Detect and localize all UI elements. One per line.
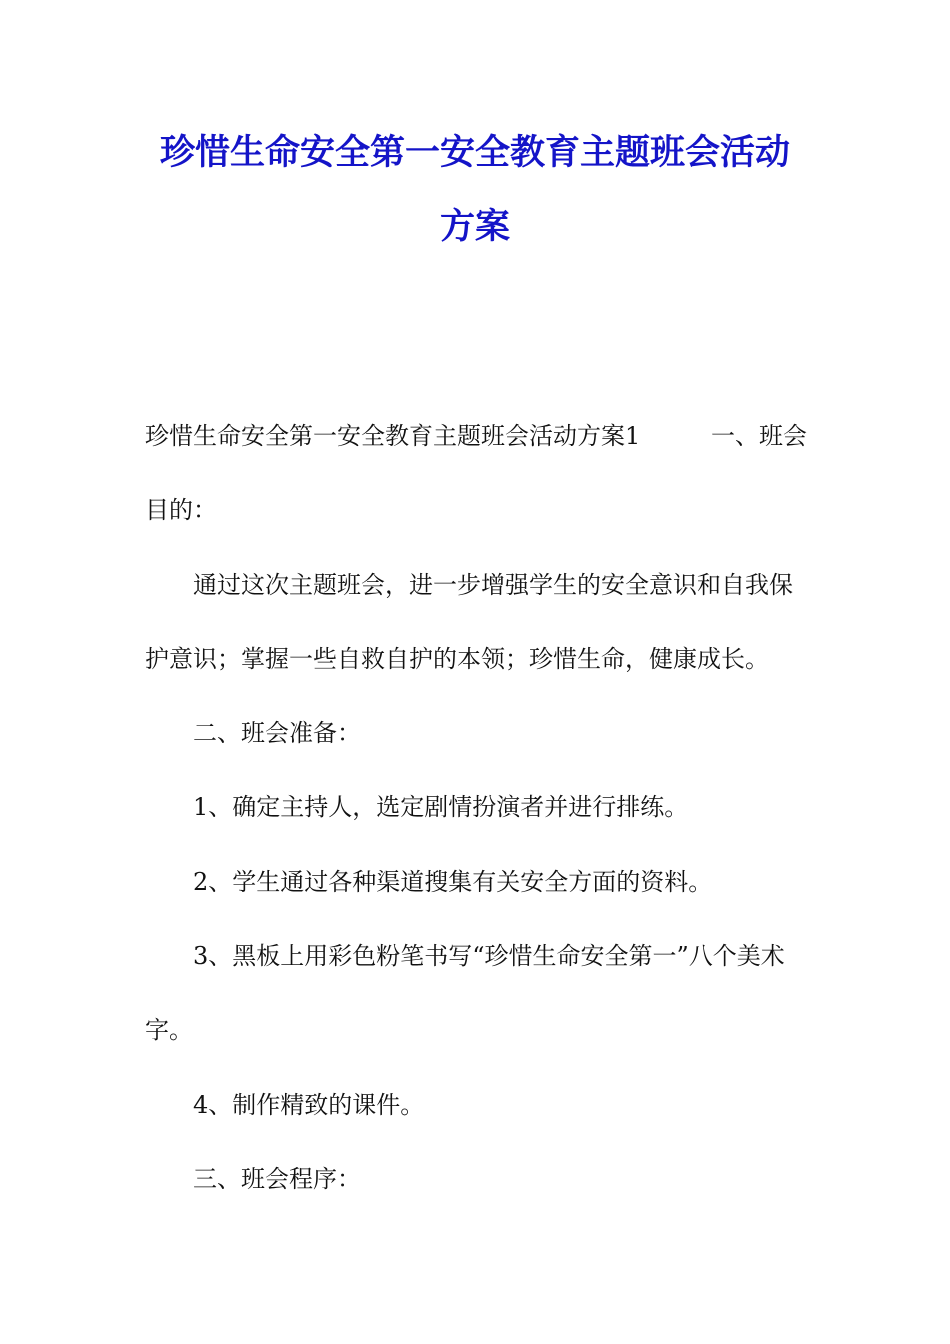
prep-item-3-line-1: 3、黑板上用彩色粉笔书写“珍惜生命安全第一”八个美术 [193, 942, 785, 970]
document-title-line-2: 方案 [439, 207, 510, 247]
section-one-heading-end: 目的： [145, 496, 217, 524]
section-two-heading: 二、班会准备： [193, 719, 361, 747]
section-one-heading-start: 一、班会 [711, 422, 807, 450]
plan-heading: 珍惜生命安全第一安全教育主题班会活动方案1 [145, 422, 641, 450]
prep-item-4: 4、制作精致的课件。 [193, 1091, 425, 1119]
prep-item-3-line-2: 字。 [145, 1016, 193, 1044]
purpose-paragraph-line-2: 护意识；掌握一些自救自护的本领；珍惜生命，健康成长。 [145, 645, 769, 673]
purpose-paragraph-line-1: 通过这次主题班会，进一步增强学生的安全意识和自我保 [193, 571, 793, 599]
prep-item-2: 2、学生通过各种渠道搜集有关安全方面的资料。 [193, 868, 713, 896]
prep-item-1: 1、确定主持人，选定剧情扮演者并进行排练。 [193, 793, 689, 821]
section-three-heading: 三、班会程序： [193, 1165, 361, 1193]
document-title-line-1: 珍惜生命安全第一安全教育主题班会活动 [159, 133, 790, 173]
